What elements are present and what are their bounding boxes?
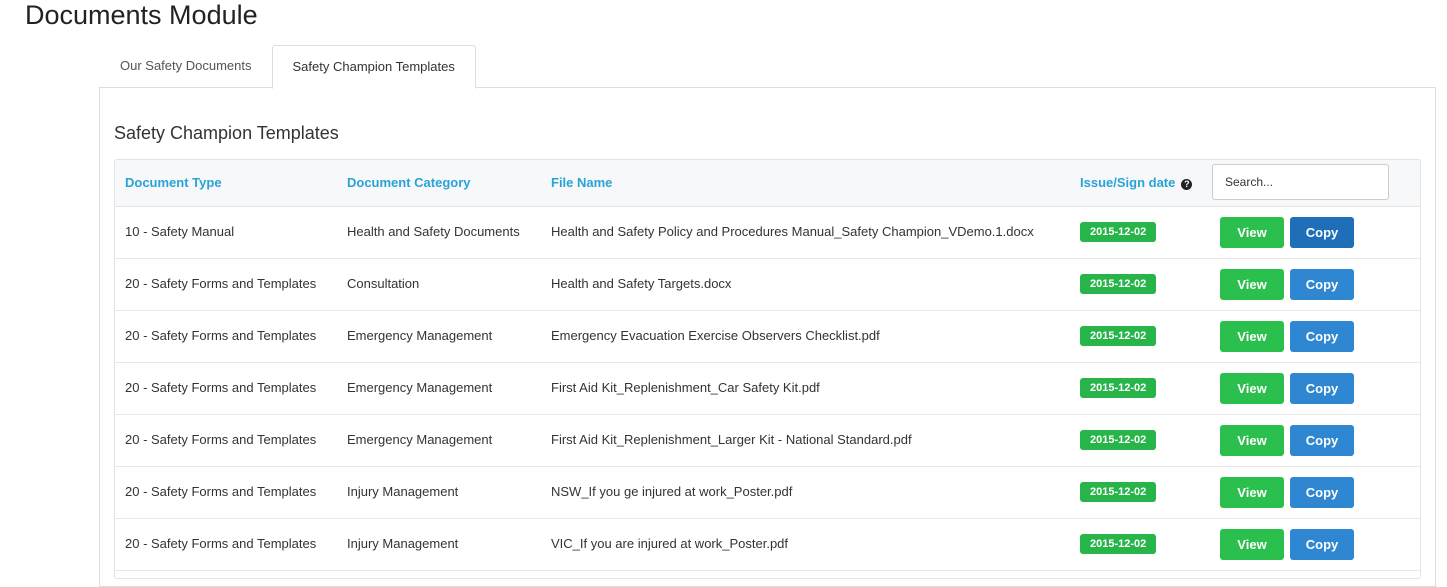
section-title: Safety Champion Templates (114, 123, 339, 143)
table-row (115, 363, 1420, 415)
table-row (115, 519, 1420, 571)
issue-date-badge: 2015-12-02 (1080, 482, 1156, 502)
cell-document-type: 20 - Safety Forms and Templates (125, 328, 317, 343)
column-header-file-name[interactable]: File Name (551, 175, 613, 190)
cell-file-name: First Aid Kit_Replenishment_Car Safety Kit.pdf (551, 380, 820, 395)
view-button[interactable]: View (1220, 425, 1284, 456)
copy-button[interactable]: Copy (1290, 217, 1354, 248)
table-row (115, 415, 1420, 467)
cell-document-category: Emergency Management (347, 380, 493, 395)
issue-date-badge: 2015-12-02 (1080, 222, 1156, 242)
view-button[interactable]: View (1220, 373, 1284, 404)
issue-date-badge: 2015-12-02 (1080, 534, 1156, 554)
table-row (115, 207, 1420, 259)
view-button[interactable]: View (1220, 269, 1284, 300)
issue-date-badge: 2015-12-02 (1080, 326, 1156, 346)
table-header (115, 160, 1420, 207)
issue-date-badge: 2015-12-02 (1080, 430, 1156, 450)
column-header-issue-date[interactable] (1080, 160, 1192, 206)
table-row (115, 259, 1420, 311)
documents-table (114, 159, 1421, 579)
view-button[interactable]: View (1220, 529, 1284, 560)
table-row (115, 467, 1420, 519)
column-header-document-category[interactable]: Document Category (347, 175, 471, 190)
copy-button[interactable]: Copy (1290, 425, 1354, 456)
cell-file-name: Health and Safety Targets.docx (551, 276, 732, 291)
issue-date-badge: 2015-12-02 (1080, 378, 1156, 398)
column-header-document-type[interactable]: Document Type (125, 175, 222, 190)
view-button[interactable]: View (1220, 477, 1284, 508)
cell-document-category: Injury Management (347, 536, 459, 551)
copy-button[interactable]: Copy (1290, 269, 1354, 300)
cell-document-type: 10 - Safety Manual (125, 224, 235, 239)
copy-button[interactable]: Copy (1290, 373, 1354, 404)
copy-button[interactable]: Copy (1290, 477, 1354, 508)
tab-our-safety-documents[interactable]: Our Safety Documents (120, 58, 252, 73)
issue-date-label: Issue/Sign date (1080, 175, 1176, 190)
search-input[interactable] (1212, 164, 1389, 200)
copy-button[interactable]: Copy (1290, 321, 1354, 352)
cell-document-category: Health and Safety Documents (347, 224, 520, 239)
view-button[interactable]: View (1220, 321, 1284, 352)
copy-button[interactable]: Copy (1290, 529, 1354, 560)
table-row (115, 311, 1420, 363)
cell-file-name: VIC_If you are injured at work_Poster.pdf (551, 536, 789, 551)
page-title: Documents Module (25, 0, 258, 30)
cell-document-type: 20 - Safety Forms and Templates (125, 536, 317, 551)
cell-document-type: 20 - Safety Forms and Templates (125, 432, 317, 447)
cell-document-category: Injury Management (347, 484, 459, 499)
cell-file-name: NSW_If you ge injured at work_Poster.pdf (551, 484, 793, 499)
view-button[interactable]: View (1220, 217, 1284, 248)
issue-date-badge: 2015-12-02 (1080, 274, 1156, 294)
table-body (115, 207, 1420, 571)
cell-file-name: First Aid Kit_Replenishment_Larger Kit - National Standard.pdf (551, 432, 912, 447)
cell-document-category: Consultation (347, 276, 420, 291)
cell-file-name: Emergency Evacuation Exercise Observers Checklist.pdf (551, 328, 880, 343)
cell-document-category: Emergency Management (347, 328, 493, 343)
tab-bar (100, 45, 476, 88)
cell-document-type: 20 - Safety Forms and Templates (125, 276, 317, 291)
question-circle-icon[interactable]: ? (1181, 179, 1192, 190)
cell-file-name: Health and Safety Policy and Procedures Manual_Safety Champion_VDemo.1.docx (551, 224, 1034, 239)
tab-panel (99, 87, 1436, 587)
tab-safety-champion-templates[interactable]: Safety Champion Templates (272, 45, 476, 89)
cell-document-type: 20 - Safety Forms and Templates (125, 380, 317, 395)
cell-document-category: Emergency Management (347, 432, 493, 447)
cell-document-type: 20 - Safety Forms and Templates (125, 484, 317, 499)
